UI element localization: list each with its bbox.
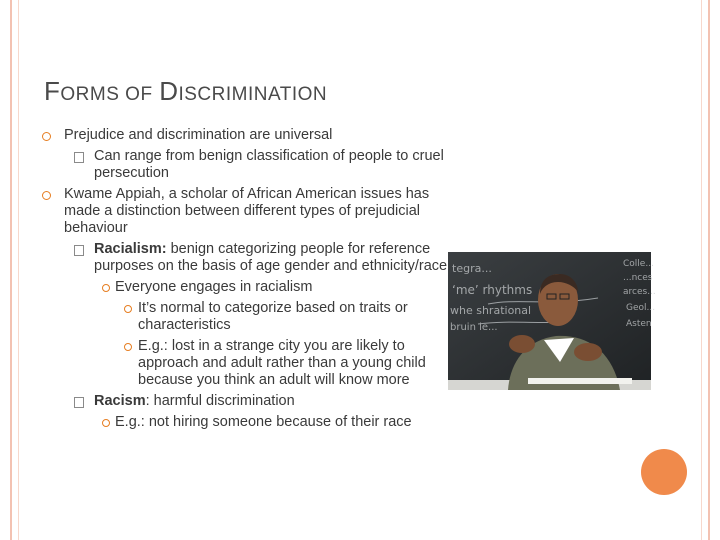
title-cap-1: F [44,76,61,106]
bullet-text: E.g.: not hiring someone because of their race [115,414,412,430]
bullet-1-1 [42,148,452,182]
bullet-2 [42,186,452,237]
board-text: bruin le... [450,322,498,333]
bullet-2-1-1-1 [42,300,452,334]
bullet-2-2 [42,393,452,410]
bullet-text: E.g.: lost in a strange city you are likely to approach and adult rather than a young child because you think an adult will know more [138,338,426,388]
bullet-text: Everyone engages in racialism [115,279,313,295]
papers [528,378,632,384]
board-text: tegra... [452,262,492,275]
ring-bullet-icon [124,343,132,351]
lecturer-right-hand [574,343,602,361]
board-text: Geol... [626,303,656,313]
bullet-2-1-1-2 [42,338,452,389]
bullet-2-1 [42,241,452,275]
bullet-text: It’s normal to categorize based on traits or characteristics [138,300,408,333]
bullet-text: : harmful discrimination [145,393,295,409]
term-racialism: Racialism: [94,241,167,257]
ring-bullet-icon [102,419,110,427]
slide-title [44,76,327,107]
title-cap-2: D [159,76,179,106]
bullet-text: Kwame Appiah, a scholar of African American issues has made a distinction between different types of prejudicial behaviour [64,186,430,236]
ring-bullet-icon [42,191,51,200]
board-text: ‘me’ rhythms [452,283,533,297]
bullet-text: Can range from benign classification of people to cruel persecution [94,148,444,181]
board-text: arces... [623,287,656,297]
bullet-text: Prejudice and discrimination are universal [64,127,333,143]
board-text: Asten [626,319,652,329]
title-rest-2: ISCRIMINATION [178,84,328,105]
title-rest-1: ORMS OF [60,84,153,105]
lecturer-photo-illustration [448,252,656,390]
decorative-orange-circle [641,449,687,495]
board-text: whe shrational [450,304,532,317]
box-bullet-icon [74,245,84,256]
bullet-2-2-1 [42,414,452,431]
box-bullet-icon [74,152,84,163]
bullet-2-1-1 [42,279,452,296]
ring-bullet-icon [102,284,110,292]
board-text: Colle... [623,259,654,269]
slide-content [42,127,452,435]
lecturer-left-hand [509,335,535,353]
ring-bullet-icon [124,305,132,313]
box-bullet-icon [74,397,84,408]
board-text: ...nces [623,273,653,283]
lecturer-photo [448,252,656,390]
term-racism: Racism [94,393,146,409]
bullet-1 [42,127,452,144]
ring-bullet-icon [42,132,51,141]
bullet-text: benign categorizing people for reference purposes on the basis of age gender and ethnicity/race [94,241,448,274]
